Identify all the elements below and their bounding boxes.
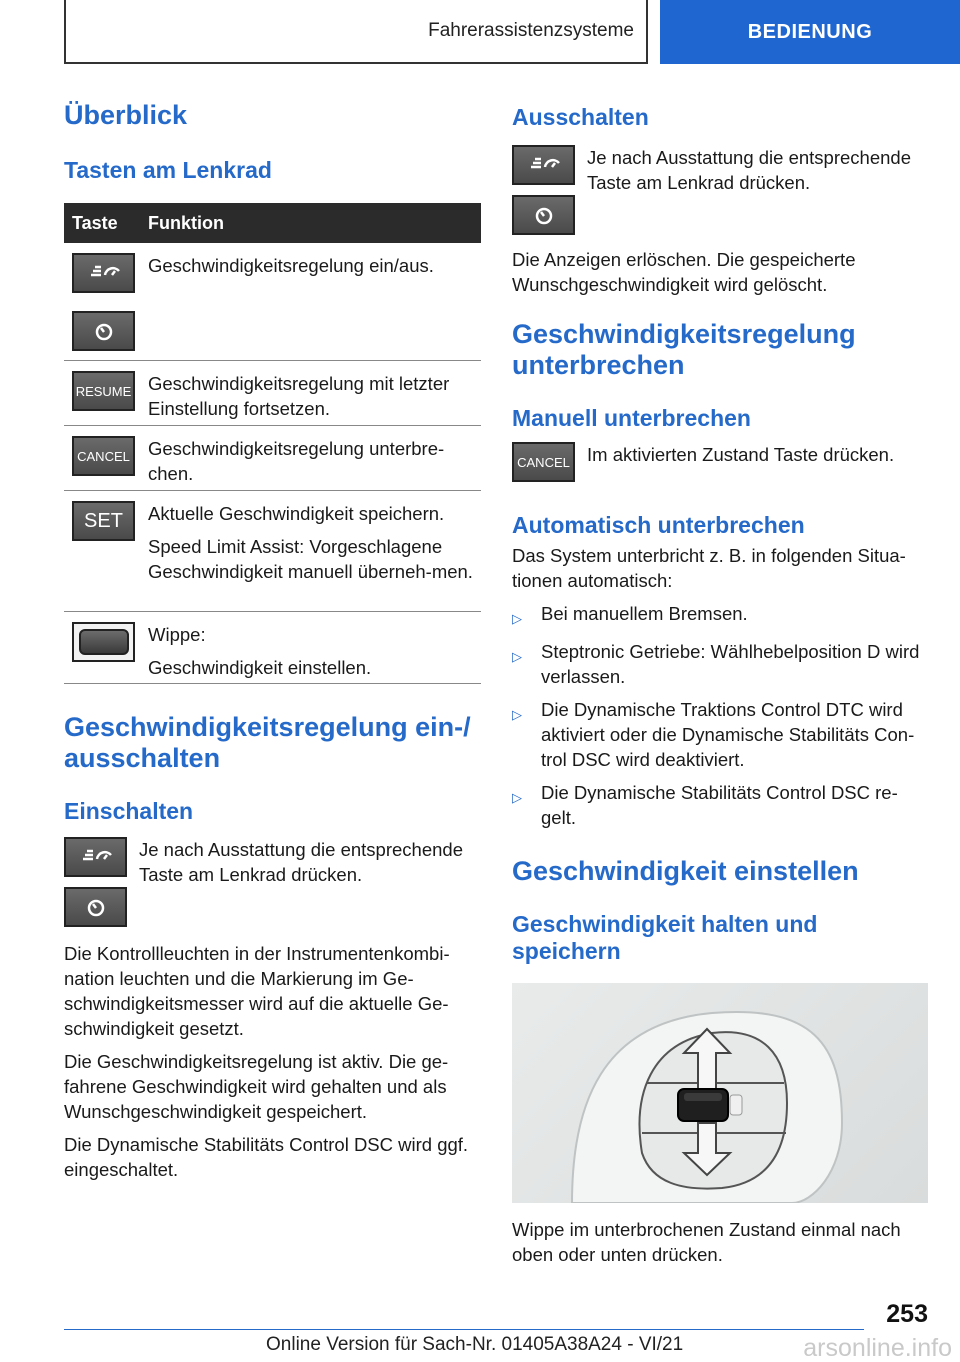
speed-limiter-icon [512, 195, 575, 235]
resume-button: RESUME [72, 371, 135, 411]
triangle-bullet-icon: ▷ [512, 649, 522, 664]
table-row [64, 243, 481, 361]
paragraph: Die Kontrollleuchten in der Instrumentenkombi‐nation leuchten und die Markierung im Ge‐schwindigkeitsmesser wird auf die aktuelle Ge‐schwindigkeit gesetzt. [64, 943, 450, 1039]
chapter-title: BEDIENUNG [747, 20, 873, 43]
triangle-bullet-icon: ▷ [512, 707, 522, 722]
cruise-control-icon [72, 253, 135, 293]
table-row [64, 612, 481, 684]
version-info: Online Version für Sach-Nr. 01405A38A24 - VI/21 [266, 1334, 684, 1355]
cancel-button: CANCEL [512, 442, 575, 482]
instruction-text: Je nach Ausstattung die entsprechende Taste am Lenkrad drücken. [587, 147, 911, 193]
paragraph: Die Anzeigen erlöschen. Die gespeicherte Wunschgeschwindigkeit wird gelöscht. [512, 249, 856, 295]
table-row [64, 426, 481, 491]
switch-on-instruction [64, 837, 481, 927]
list-item: ▷ Bei manuellem Bremsen. [512, 601, 928, 631]
function-text: Geschwindigkeitsregelung ein/aus. [148, 255, 434, 276]
speed-limiter-icon [72, 311, 135, 351]
col-function-header: Funktion [148, 212, 224, 233]
heading-set-speed: Geschwindigkeit einstellen [512, 856, 859, 886]
instruction-text: Je nach Ausstattung die entsprechende Taste am Lenkrad drücken. [139, 839, 463, 885]
list-item: ▷ Die Dynamische Stabilitäts Control DSC re‐gelt. [512, 782, 898, 828]
cruise-control-icon [512, 145, 575, 185]
function-text: Geschwindigkeitsregelung unterbre‐chen. [148, 438, 445, 484]
triangle-bullet-icon: ▷ [512, 790, 522, 805]
heading-hold-store: Geschwindigkeit halten und speichern [512, 911, 818, 964]
running-header [64, 0, 648, 64]
list-item: ▷ Steptronic Getriebe: Wählhebelposition D wird verlassen. [512, 641, 920, 687]
heading-switch-on: Einschalten [64, 798, 194, 824]
manual-interrupt-instruction [512, 442, 928, 482]
paragraph: Die Geschwindigkeitsregelung ist aktiv. Die ge‐fahrene Geschwindigkeit wird gehalten und als Wunschgeschwindigkeit gespeichert. [64, 1051, 449, 1122]
watermark: arsonline.info [803, 1334, 952, 1362]
function-text: Aktuelle Geschwindigkeit speichern. [148, 503, 445, 524]
switch-off-instruction [512, 145, 928, 235]
list-item: ▷ Die Dynamische Traktions Control DTC wird aktiviert oder die Dynamische Stabilitäts Con‐trol DSC wird deaktiviert. [512, 699, 915, 770]
speed-limiter-icon [64, 887, 127, 927]
instruction-text: Im aktivierten Zustand Taste drücken. [587, 444, 895, 465]
cancel-button: CANCEL [72, 436, 135, 476]
heading-auto-interrupt: Automatisch unterbrechen [512, 512, 805, 538]
chapter-tab [660, 0, 960, 64]
function-text: Speed Limit Assist: Vorgeschlagene Geschwindigkeit manuell überneh‐men. [148, 536, 473, 582]
table-row [64, 361, 481, 426]
col-key-header: Taste [72, 212, 118, 233]
triangle-bullet-icon: ▷ [512, 611, 522, 626]
left-column [64, 100, 481, 1182]
buttons-table [64, 203, 481, 684]
table-header [64, 203, 481, 243]
right-column [512, 100, 928, 1267]
heading-overview: Überblick [64, 100, 188, 130]
section-title: Fahrerassistenzsysteme [428, 20, 634, 41]
heading-switch-off: Ausschalten [512, 104, 649, 130]
photo-caption: Wippe im unterbrochenen Zustand einmal nach oben oder unten drücken. [512, 1219, 901, 1265]
steering-wheel-rocker-photo [512, 983, 928, 1203]
paragraph: Das System unterbricht z. B. in folgenden Situa‐tionen automatisch: [512, 545, 906, 591]
set-button: SET [72, 501, 135, 541]
heading-manual-interrupt: Manuell unterbrechen [512, 405, 751, 431]
heading-interrupt: Geschwindigkeitsregelung unterbrechen [512, 319, 856, 380]
heading-steering-buttons: Tasten am Lenkrad [64, 157, 272, 183]
function-text: Geschwindigkeitsregelung mit letzter Einstellung fortsetzen. [148, 373, 450, 419]
heading-on-off: Geschwindigkeitsregelung ein‑/ ausschalten [64, 712, 471, 773]
function-text: Geschwindigkeit einstellen. [148, 657, 372, 678]
table-row [64, 491, 481, 612]
rocker-switch-icon [72, 622, 135, 662]
cruise-control-icon [64, 837, 127, 877]
function-text: Wippe: [148, 624, 206, 645]
footer-rule [64, 1329, 864, 1330]
page-number: 253 [886, 1300, 928, 1328]
paragraph: Die Dynamische Stabilitäts Control DSC wird ggf. eingeschaltet. [64, 1134, 469, 1180]
